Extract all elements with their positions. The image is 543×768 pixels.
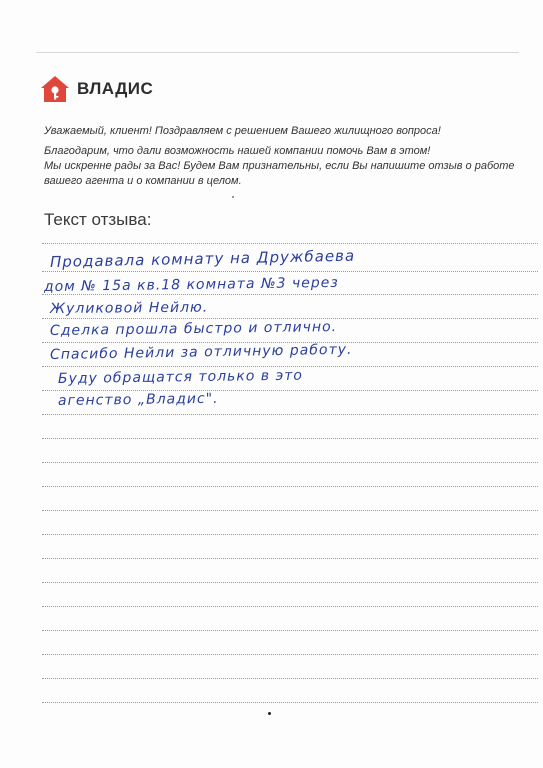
ruled-line [42, 678, 538, 679]
ruled-line [42, 534, 538, 535]
request-review-text: Мы искренне рады за Вас! Будем Вам признательны, если Вы напишите отзыв о работе вашего агента и о компании в целом. [44, 160, 515, 187]
handwritten-line: агенство „Владис". [57, 390, 219, 409]
ink-speck [268, 712, 271, 715]
ruled-line [42, 390, 538, 391]
thanks-text: Благодарим, что дали возможность нашей компании помочь Вам в этом! [44, 145, 431, 157]
greeting-text: Уважаемый, клиент! Поздравляем с решением Вашего жилищного вопроса! [44, 125, 441, 137]
ruled-line [42, 294, 538, 295]
ruled-line [42, 271, 538, 272]
handwritten-line: Буду обращатся только в это [57, 367, 304, 387]
ruled-line [42, 510, 538, 511]
ink-speck [232, 196, 234, 198]
ruled-line [42, 414, 538, 415]
ruled-line [42, 438, 538, 439]
ruled-line [42, 702, 538, 703]
ruled-line [42, 582, 538, 583]
brand-name: ВЛАДИС [77, 79, 154, 98]
review-heading: Текст отзыва: [44, 210, 152, 229]
handwritten-line: Продавала комнату на Дружбаева [49, 246, 356, 271]
ruled-line [42, 243, 538, 244]
handwritten-line: Сделка прошла быстро и отлично. [49, 318, 338, 339]
handwritten-line: Спасибо Нейли за отличную работу. [49, 341, 353, 363]
ruled-line [42, 630, 538, 631]
handwritten-line: дом № 15а кв.18 комната №3 через [43, 274, 339, 295]
ruled-line [42, 462, 538, 463]
handwritten-line: Жуликовой Нейлю. [49, 299, 209, 317]
ruled-line [42, 606, 538, 607]
ruled-line [42, 654, 538, 655]
ruled-line [42, 558, 538, 559]
ruled-line [42, 486, 538, 487]
